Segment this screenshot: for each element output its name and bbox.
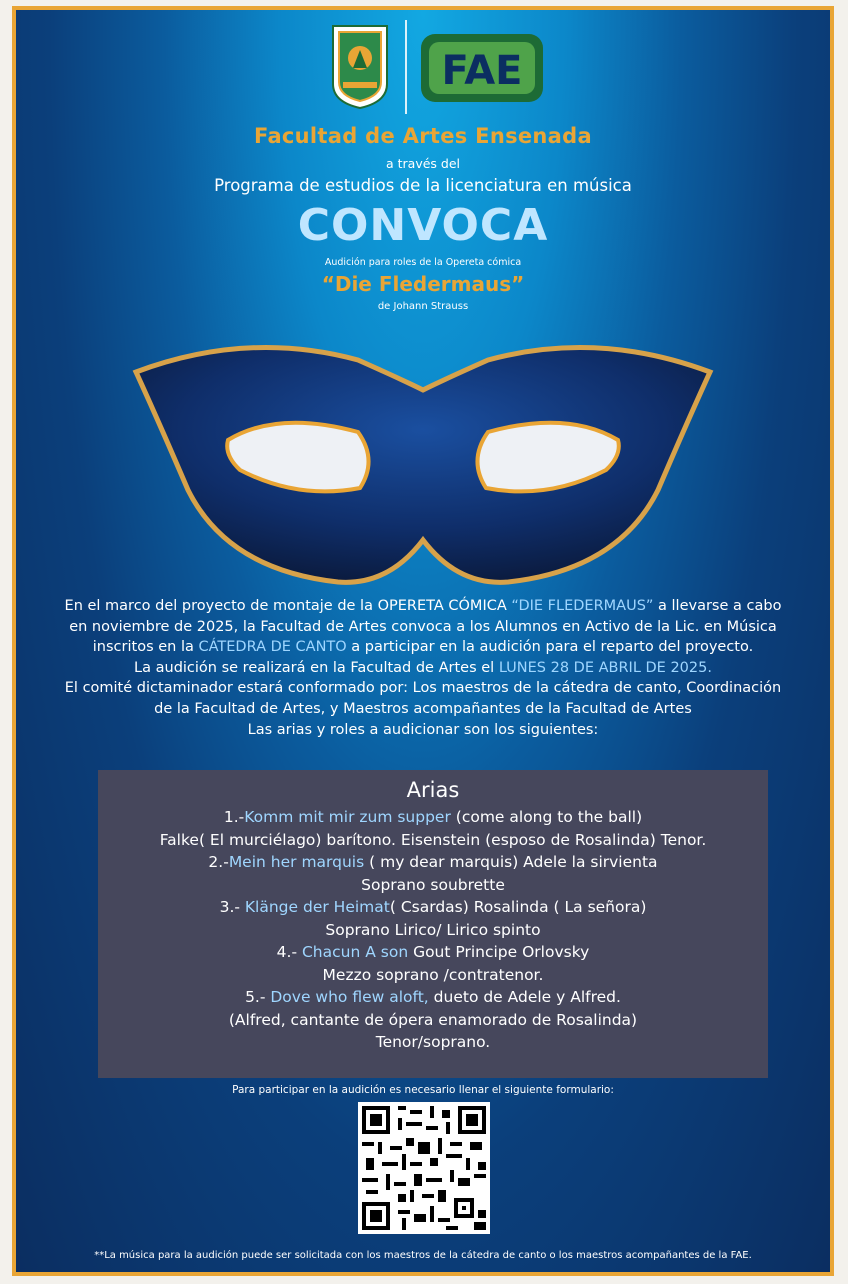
aria-3-desc: ( Csardas) Rosalinda ( La señora) [389, 898, 647, 916]
p2-text: La audición se realizará en la Facultad de Artes el [134, 659, 499, 676]
composer-text: de Johann Strauss [377, 301, 469, 312]
aria-2 [98, 851, 768, 874]
aria-2-desc: ( my dear marquis) Adele la sirvienta [364, 853, 658, 871]
faculty-title: Facultad de Artes Ensenada [254, 124, 592, 148]
aria-5-name: Dove who flew aloft, [270, 988, 429, 1006]
aria-3 [98, 896, 768, 919]
aria-1-number: 1.- [223, 808, 245, 826]
audition-line: Audición para roles de la Opereta cómica [324, 257, 522, 268]
program-text: Programa de estudios de la licenciatura en música [214, 176, 632, 195]
aria-3-number: 3.- [219, 898, 245, 916]
aria-2-roles: Soprano soubrette [361, 875, 505, 894]
p1-highlight-catedra: CÁTEDRA DE CANTO [198, 639, 347, 656]
through-text: a través del [385, 156, 460, 171]
p1-highlight-opera: “DIE FLEDERMAUS” [511, 598, 654, 614]
fae-logo-text: FAE [441, 48, 523, 94]
university-seal-icon [329, 22, 391, 110]
p4-arias-intro: Las arias y roles a audicionar son los siguientes: [247, 721, 599, 738]
aria-1-desc: (come along to the ball) [450, 808, 643, 826]
p3-committee: El comité dictaminador estará conformado por: Los maestros de la cátedra de canto, Coordinación de la Facultad de Artes, y Maestros acompañantes de la Facultad de Artes [64, 680, 782, 717]
arias-title: Arias [406, 778, 460, 802]
masquerade-mask-icon [128, 320, 718, 590]
aria-2-name: Mein her marquis [228, 853, 365, 871]
aria-4 [98, 941, 768, 964]
aria-3-roles: Soprano Lirico/ Lirico spinto [325, 920, 541, 939]
aria-4-desc: Gout Principe Orlovsky [408, 943, 590, 961]
aria-1-roles: Falke( El murciélago) barítono. Eisenstein (esposo de Rosalinda) Tenor. [159, 830, 707, 849]
logo-divider [405, 20, 407, 114]
aria-4-number: 4.- [276, 943, 302, 961]
footnote: **La música para la audición puede ser solicitada con los maestros de la cátedra de canto o los maestros acompañantes de la FAE. [94, 1250, 752, 1261]
aria-1-name: Komm mit mir zum supper [244, 808, 451, 826]
aria-4-name: Chacun A son [301, 943, 409, 961]
aria-5-number: 5.- [245, 988, 271, 1006]
p1-text-c: a participar en la audición para el reparto del proyecto. [346, 639, 754, 656]
fae-logo [419, 32, 545, 104]
opera-title: “Die Fledermaus” [321, 272, 525, 296]
poster [12, 6, 834, 1276]
aria-3-name: Klänge der Heimat [244, 898, 390, 916]
announcement-paragraph [56, 596, 790, 740]
aria-4-roles: Mezzo soprano /contratenor. [322, 965, 544, 984]
p1-text-a: En el marco del proyecto de montaje de la OPERETA CÓMICA [64, 598, 512, 614]
aria-1 [98, 806, 768, 829]
aria-5-roles: (Alfred, cantante de ópera enamorado de Rosalinda) [228, 1010, 638, 1029]
aria-2-number: 2.- [208, 853, 229, 871]
form-note: Para participar en la audición es necesario llenar el siguiente formulario: [232, 1084, 614, 1096]
p1-text-b: a llevarse a cabo en noviembre de 2025, la Facultad de Artes convoca a los Alumnos en Activo de la Lic. en Música inscritos en la [69, 598, 782, 656]
p2-highlight-date: LUNES 28 DE ABRIL DE 2025. [498, 659, 712, 676]
arias-panel [98, 770, 768, 1078]
arias-list [98, 806, 768, 1054]
aria-5-roles-2: Tenor/soprano. [375, 1033, 491, 1051]
qr-code-icon[interactable] [358, 1102, 490, 1234]
convoca-heading: CONVOCA [297, 200, 549, 251]
aria-5-desc: dueto de Adele y Alfred. [428, 988, 621, 1006]
logos [321, 18, 561, 118]
aria-5 [98, 986, 768, 1009]
